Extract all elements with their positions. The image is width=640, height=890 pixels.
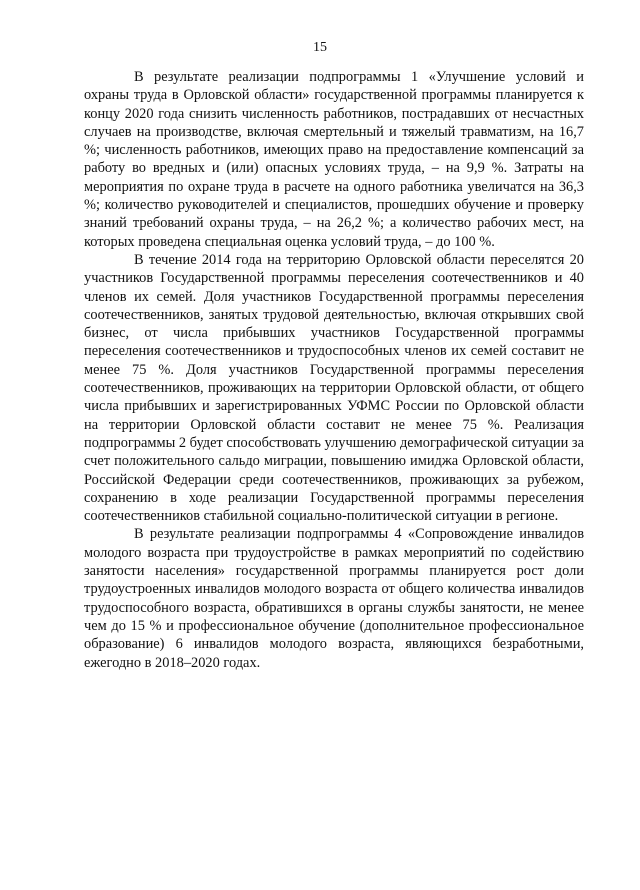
body-text xyxy=(84,68,584,672)
paragraph-labor-safety: В результате реализации подпрограммы 1 «Улучшение условий и охраны труда в Орловской области» государственной программы планируется к концу 2020 года снизить численность работников, пострадавших от несчастных случаев на производстве, включая смертельный и тяжелый травматизм, на 16,7 %; численность работников, имеющих право на предоставление компенсаций за работу во вредных и (или) опасных условиях труда, – на 9,9 %. Затраты на мероприятия по охране труда в расчете на одного работника увеличатся на 36,3 %; количество руководителей и специалистов, прошедших обучение и проверку знаний требований охраны труда, – на 26,2 %; а количество рабочих мест, на которых проведена специальная оценка условий труда, – до 100 %. xyxy=(84,69,584,250)
page-number: 15 xyxy=(313,40,327,55)
paragraph-resettlement: В течение 2014 года на территорию Орловской области переселятся 20 участников Государственной программы переселения соотечественников и 40 членов их семей. Доля участников Государственной программы переселения соотечественников, занятых трудовой деятельностью, включая открывших свой бизнес, от числа прибывших участников Государственной программы переселения соотечественников и трудоспособных членов их семей составит не менее 75 %. Доля участников Государственной программы переселения соотечественников, проживающих на территории Орловской области, от общего числа прибывших и зарегистрированных УФМС России по Орловской области на территории Орловской области составит не менее 75 %. Реализация подпрограммы 2 будет способствовать улучшению демографической ситуации за счет положительного сальдо миграции, повышению имиджа Орловской области, Российской Федерации среди соотечественников, проживающих за рубежом, сохранению в ходе реализации Государственной программы переселения соотечественников стабильной социально-политической ситуации в регионе. xyxy=(84,251,584,525)
paragraph-disabled-employment: В результате реализации подпрограммы 4 «Сопровождение инвалидов молодого возраста при трудоустройстве в рамках мероприятий по содействию занятости населения» государственной программы планируется рост доли трудоустроенных инвалидов молодого возраста от общего количества инвалидов трудоспособного возраста, обратившихся в органы службы занятости, не менее чем до 15 % и профессиональное обучение (дополнительное профессиональное образование) 6 инвалидов молодого возраста, являющихся безработными, ежегодно в 2018–2020 годах. xyxy=(84,526,584,671)
